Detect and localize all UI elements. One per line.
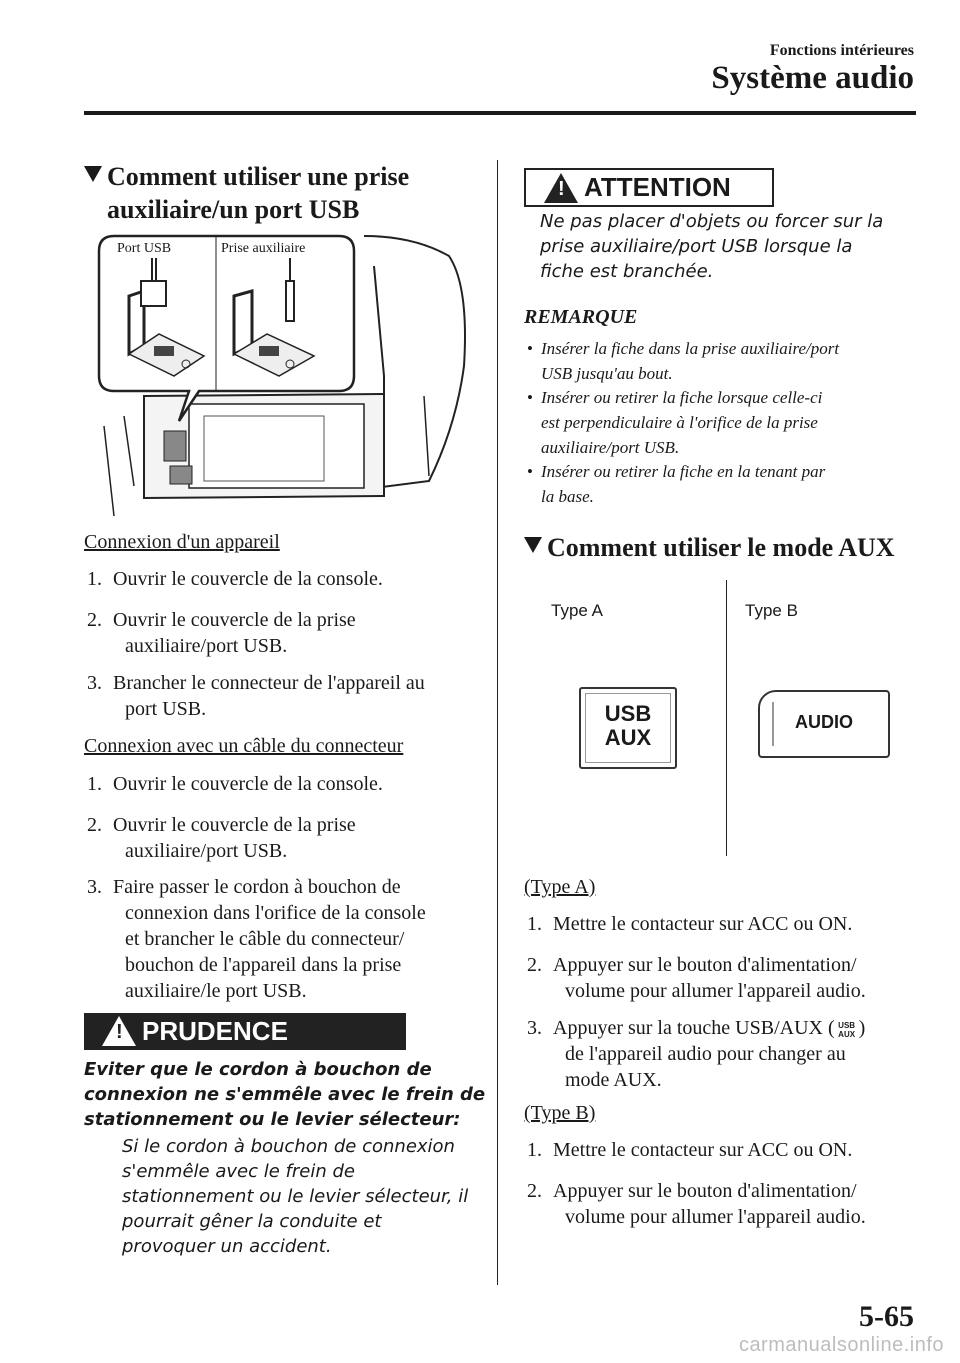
device-step-1: 1. Ouvrir le couvercle de la console.	[87, 568, 383, 590]
type-a-step-1: 1. Mettre le contacteur sur ACC ou ON.	[527, 913, 853, 935]
header-title: Système audio	[711, 60, 914, 96]
type-b-step-1: 1. Mettre le contacteur sur ACC ou ON.	[527, 1139, 853, 1161]
attention-banner: ! ATTENTION	[524, 168, 774, 207]
note-2: • Insérer ou retirer la fiche lorsque celle-ci est perpendiculaire à l'orifice de la prise auxiliaire/port USB.	[527, 388, 823, 457]
aux-section-title: Comment utiliser le mode AUX	[524, 531, 895, 564]
device-heading: Connexion d'un appareil	[84, 531, 280, 553]
page-number: 5-65	[859, 1300, 914, 1333]
triangle-bullet-icon	[84, 166, 102, 182]
prudence-text: Eviter que le cordon à bouchon de connexion ne s'emmêle avec le frein de stationnement ou le levier sélecteur:	[84, 1059, 486, 1130]
type-b-label: Type B	[745, 601, 798, 620]
type-a-heading: (Type A)	[524, 876, 596, 898]
audio-button: AUDIO	[758, 690, 890, 758]
cable-step-3: 3. Faire passer le cordon à bouchon de connexion dans l'orifice de la console et brancher le câble du connecteur/ bouchon de l'appareil dans la prise auxiliaire/le port USB.	[87, 876, 426, 1002]
figure-label-usb: Port USB	[117, 241, 172, 256]
type-divider	[726, 580, 727, 856]
cable-step-2: 2. Ouvrir le couvercle de la prise auxiliaire/port USB.	[87, 814, 356, 862]
watermark: carmanualsonline.info	[738, 1334, 944, 1356]
warning-triangle-icon: !	[544, 173, 578, 203]
type-a-label: Type A	[551, 601, 603, 620]
type-b-heading: (Type B)	[524, 1102, 596, 1124]
prudence-detail: Si le cordon à bouchon de connexion s'emmêle avec le frein de stationnement ou le levier sélecteur, il pourrait gêner la conduite et provoquer un accident.	[122, 1136, 469, 1257]
type-a-step-3: 3. Appuyer sur la touche USB/AUX ( USB AUX ) de l'appareil audio pour changer au mode AUX.	[527, 1017, 866, 1091]
device-step-3: 3. Brancher le connecteur de l'appareil au port USB.	[87, 672, 425, 720]
cable-step-1: 1. Ouvrir le couvercle de la console.	[87, 773, 383, 795]
remarque-label: REMARQUE	[524, 306, 638, 328]
header-section: Fonctions intérieures	[769, 42, 914, 59]
console-illustration	[84, 226, 484, 526]
device-step-2: 2. Ouvrir le couvercle de la prise auxiliaire/port USB.	[87, 609, 356, 657]
type-b-step-2: 2. Appuyer sur le bouton d'alimentation/ volume pour allumer l'appareil audio.	[527, 1180, 866, 1228]
triangle-bullet-icon	[524, 537, 542, 553]
figure-label-aux: Prise auxiliaire	[221, 241, 306, 256]
usb-aux-button: USB AUX	[579, 687, 677, 769]
column-divider	[497, 160, 498, 1285]
usb-section-title: Comment utiliser une prise auxiliaire/un port USB	[84, 160, 409, 226]
note-3: • Insérer ou retirer la fiche en la tenant par la base.	[527, 462, 826, 506]
warning-triangle-icon: !	[102, 1016, 136, 1046]
header-rule	[84, 111, 916, 115]
type-a-step-2: 2. Appuyer sur le bouton d'alimentation/ volume pour allumer l'appareil audio.	[527, 954, 866, 1002]
note-1: • Insérer la fiche dans la prise auxiliaire/port USB jusqu'au bout.	[527, 339, 840, 383]
prudence-banner: ! PRUDENCE	[84, 1013, 406, 1050]
attention-text: Ne pas placer d'objets ou forcer sur la prise auxiliaire/port USB lorsque la fiche est branchée.	[540, 211, 884, 282]
usb-aux-small-icon: USB AUX	[838, 1021, 856, 1039]
cable-heading: Connexion avec un câble du connecteur	[84, 735, 404, 757]
